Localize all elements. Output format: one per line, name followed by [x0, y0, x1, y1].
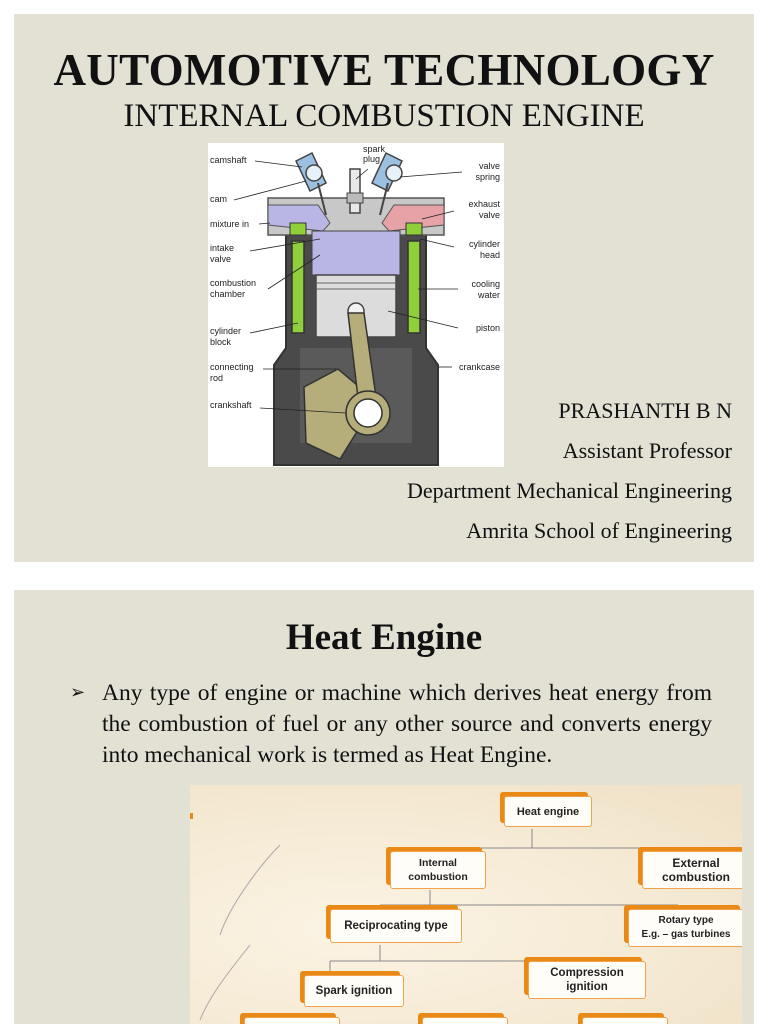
- author-name: PRASHANTH B N: [558, 398, 732, 423]
- slide-title: AUTOMOTIVE TECHNOLOGY: [53, 45, 715, 95]
- label-intake-valve-2: valve: [210, 254, 232, 264]
- label-cylinder-block: cylinder: [210, 326, 242, 336]
- heat-engine-classification-chart: [190, 785, 742, 1024]
- heat-engine-slide: [14, 590, 754, 1024]
- node-rotary-label: Rotary type: [658, 915, 714, 926]
- label-spark-plug: spark: [363, 144, 386, 154]
- node-rotary-label-2: E.g. – gas turbines: [641, 929, 731, 940]
- label-piston: piston: [475, 323, 500, 333]
- node-reciprocating-type: [330, 909, 462, 943]
- label-exhaust-valve: exhaust: [468, 199, 500, 209]
- node-internal-combustion: [390, 851, 486, 889]
- node-reciprocating-label: Reciprocating type: [344, 920, 448, 932]
- slide-title: Heat Engine: [285, 617, 483, 658]
- label-cooling-water-2: water: [477, 290, 500, 300]
- node-compression-label: Compression: [550, 967, 624, 979]
- label-crankshaft: crankshaft: [210, 400, 252, 410]
- author-designation: Assistant Professor: [562, 438, 732, 463]
- slide-subtitle: INTERNAL COMBUSTION ENGINE: [123, 98, 645, 134]
- node-cutoff-3: [582, 1017, 668, 1024]
- label-cylinder-block-2: block: [210, 337, 232, 347]
- node-internal-label-2: combustion: [408, 871, 468, 883]
- label-combustion-chamber: combustion: [210, 278, 257, 288]
- node-external-label: External: [672, 856, 720, 870]
- author-department: Department Mechanical Engineering: [407, 478, 732, 503]
- bullet-text: Any type of engine or machine which derives heat energy from the combustion of fuel or any other source and converts energy into mechanical work is termed as Heat Engine.: [102, 680, 712, 768]
- label-exhaust-valve-2: valve: [478, 210, 500, 220]
- node-external-combustion: [642, 851, 742, 889]
- label-combustion-chamber-2: chamber: [210, 289, 246, 299]
- engine-diagram: [208, 143, 504, 467]
- engine-cutaway-drawing: [208, 143, 504, 467]
- label-valve-spring-2: spring: [475, 172, 500, 182]
- node-spark-ignition: [304, 975, 404, 1007]
- node-compression-ignition: [528, 961, 646, 999]
- node-external-label-2: combustion: [662, 870, 730, 884]
- node-heat-engine: [504, 796, 592, 827]
- label-cam: cam: [210, 194, 228, 204]
- label-connecting-rod-2: rod: [210, 373, 224, 383]
- title-slide: [14, 14, 754, 562]
- author-school: Amrita School of Engineering: [466, 518, 732, 543]
- label-mixture-in: mixture in: [210, 219, 250, 229]
- node-rotary-type: [628, 909, 742, 947]
- node-spark-label: Spark ignition: [315, 985, 393, 997]
- label-valve-spring: valve: [478, 161, 500, 171]
- arrow-bullet-icon: ➢: [70, 682, 86, 702]
- label-crankcase: crankcase: [458, 362, 500, 372]
- label-camshaft: camshaft: [210, 155, 247, 165]
- label-cylinder-head: cylinder: [468, 239, 500, 249]
- node-cutoff-1: [244, 1017, 340, 1024]
- node-compression-label-2: ignition: [566, 981, 608, 993]
- label-intake-valve: intake: [210, 243, 235, 253]
- label-cylinder-head-2: head: [479, 250, 500, 260]
- node-cutoff-2: [422, 1017, 508, 1024]
- label-cooling-water: cooling: [471, 279, 500, 289]
- node-internal-label: Internal: [419, 857, 457, 869]
- bullet-item: [72, 678, 712, 771]
- label-connecting-rod: connecting: [210, 362, 254, 372]
- node-heat-engine-label: Heat engine: [516, 805, 580, 818]
- label-spark-plug-2: plug: [363, 154, 381, 164]
